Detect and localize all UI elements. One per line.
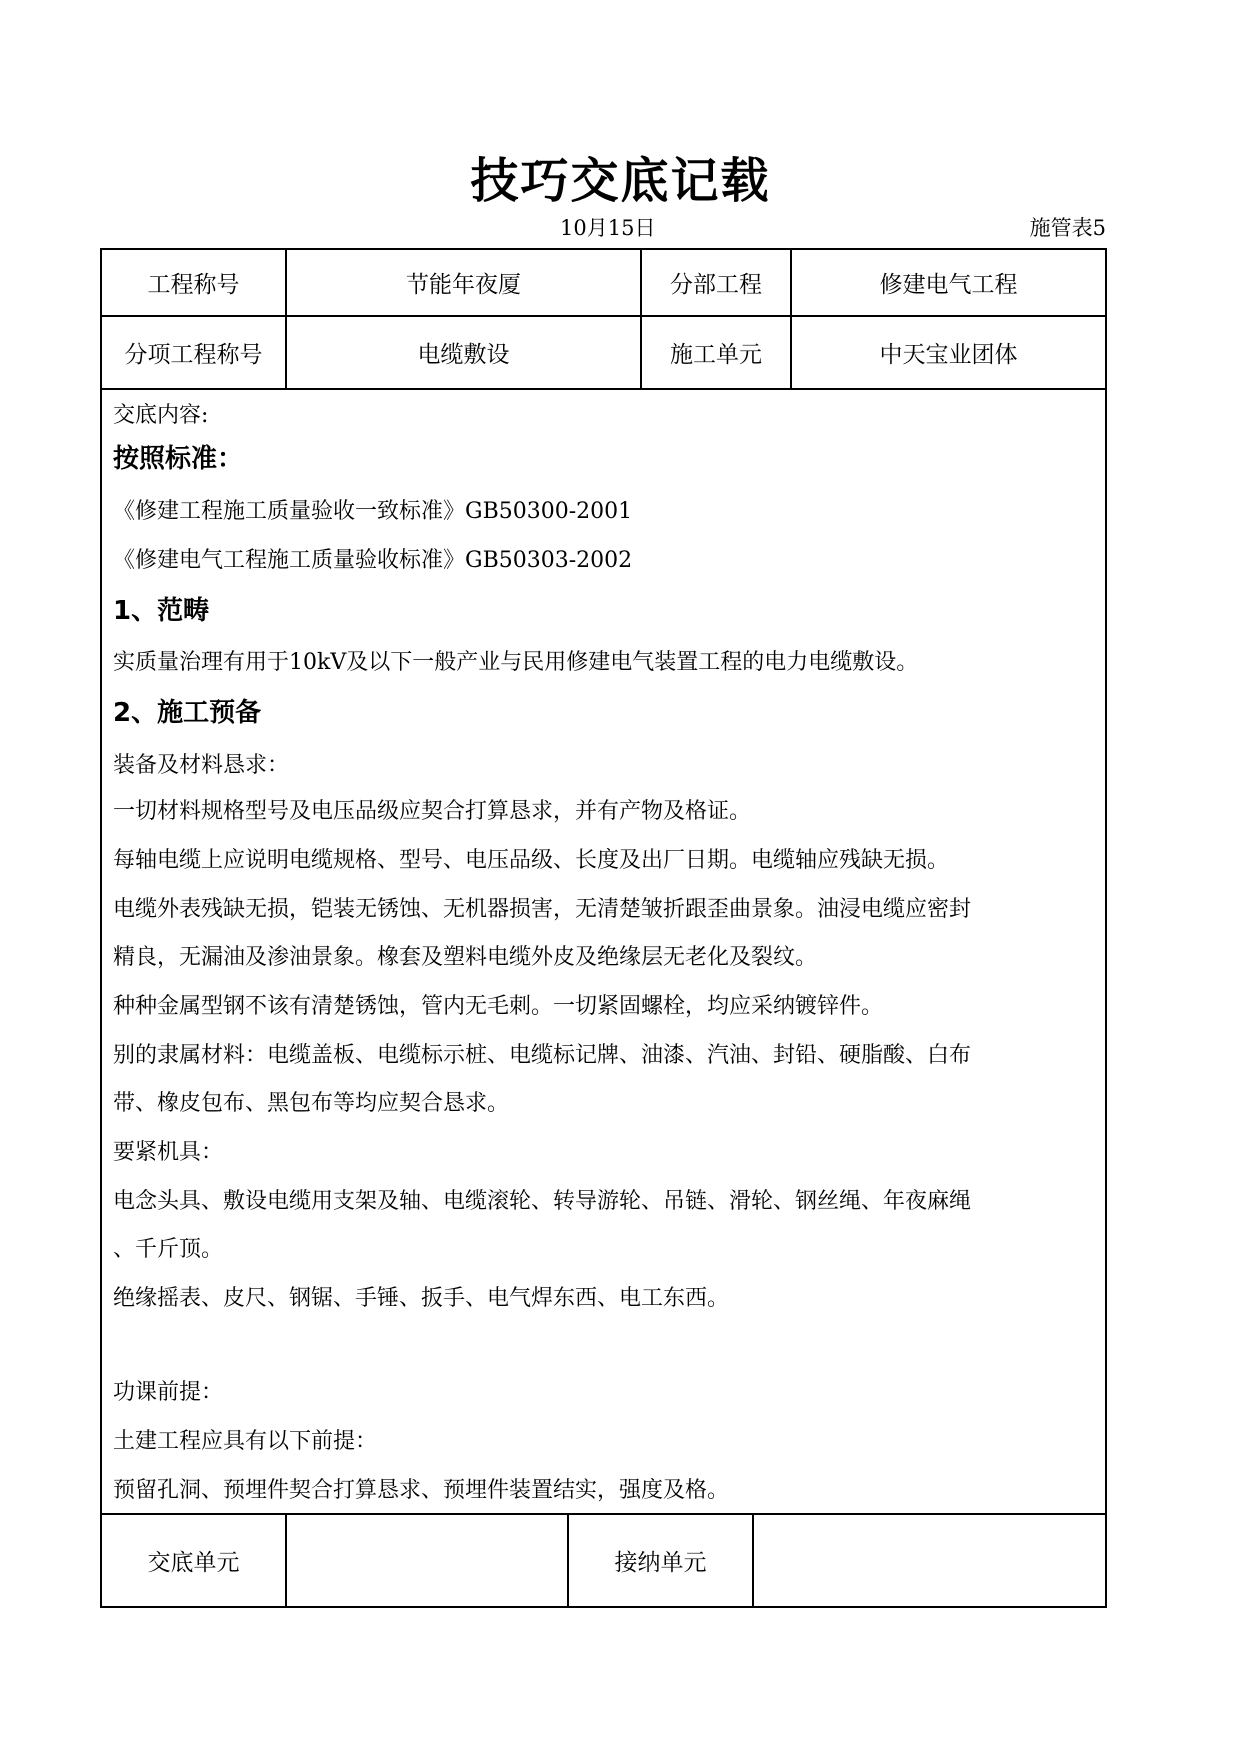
handover-unit-label: 交底单元 xyxy=(147,1550,240,1576)
subitem-label: 分项工程称号 xyxy=(124,342,263,368)
prerequisites-item-2: 预留孔洞、预埋件契合打算恳求、预埋件装置结实，强度及格。 xyxy=(113,1478,730,1503)
table-border-bottom xyxy=(100,1606,1107,1608)
date-label: 10月15日 xyxy=(560,216,656,240)
tools-item-1a: 电念头具、敷设电缆用支架及轴、电缆滚轮、转导游轮、吊链、滑轮、钢丝绳、年夜麻绳 xyxy=(113,1189,972,1214)
prerequisites-item-1: 土建工程应具有以下前提： xyxy=(113,1429,378,1454)
project-name-value: 节能年夜厦 xyxy=(406,272,521,298)
tools-item-1b: 、千斤顶。 xyxy=(113,1237,224,1262)
tools-item-2: 绝缘摇表、皮尺、钢锯、手锤、扳手、电气焊东西、电工东西。 xyxy=(113,1286,730,1311)
equipment-item-5a: 别的隶属材料：电缆盖板、电缆标示桩、电缆标记牌、油漆、汽油、封铅、硬脂酸、白布 xyxy=(113,1043,972,1068)
equipment-item-3a: 电缆外表残缺无损，铠装无锈蚀、无机器损害，无清楚皱折跟歪曲景象。油浸电缆应密封 xyxy=(113,897,972,922)
tools-title: 要紧机具： xyxy=(113,1140,224,1165)
form-number: 施管表5 xyxy=(1029,216,1106,240)
standards-heading: 按照标准： xyxy=(113,444,244,474)
prerequisites-title: 功课前提： xyxy=(113,1380,224,1405)
section2-heading: 2、施工预备 xyxy=(113,698,262,728)
handover-unit-value xyxy=(287,1515,567,1606)
equipment-item-3b: 精良，无漏油及渗油景象。橡套及塑料电缆外皮及绝缘层无老化及裂纹。 xyxy=(113,945,818,970)
section1-text: 实质量治理有用于10kV及以下一般产业与民用修建电气装置工程的电力电缆敷设。 xyxy=(113,650,919,675)
standard-2: 《修建电气工程施工质量验收标准》GB50303-2002 xyxy=(113,548,633,573)
handover-content xyxy=(113,390,1109,1510)
section1-heading: 1、范畴 xyxy=(113,596,210,626)
equipment-title: 装备及材料恳求： xyxy=(113,753,290,778)
subitem-value: 电缆敷设 xyxy=(417,342,510,368)
division-value: 修建电气工程 xyxy=(879,272,1018,298)
document-title: 技巧交底记载 xyxy=(470,153,771,209)
division-label: 分部工程 xyxy=(670,272,762,298)
receiving-unit-value xyxy=(754,1515,1105,1606)
receiving-unit-label: 接纳单元 xyxy=(614,1550,707,1576)
construction-unit-label: 施工单元 xyxy=(670,342,762,368)
standard-1: 《修建工程施工质量验收一致标准》GB50300-2001 xyxy=(113,499,633,524)
equipment-item-4: 种种金属型钢不该有清楚锈蚀，管内无毛刺。一切紧固螺栓，均应采纳镀锌件。 xyxy=(113,994,884,1019)
construction-unit-value: 中天宝业团体 xyxy=(879,342,1018,368)
equipment-item-5b: 带、橡皮包布、黑包布等均应契合恳求。 xyxy=(113,1091,510,1116)
table-border-left xyxy=(100,248,102,1608)
content-intro: 交底内容: xyxy=(113,403,209,428)
equipment-item-2: 每轴电缆上应说明电缆规格、型号、电压品级、长度及出厂日期。电缆轴应残缺无损。 xyxy=(113,848,950,873)
project-name-label: 工程称号 xyxy=(147,272,240,298)
equipment-item-1: 一切材料规格型号及电压品级应契合打算恳求，并有产物及格证。 xyxy=(113,799,752,824)
